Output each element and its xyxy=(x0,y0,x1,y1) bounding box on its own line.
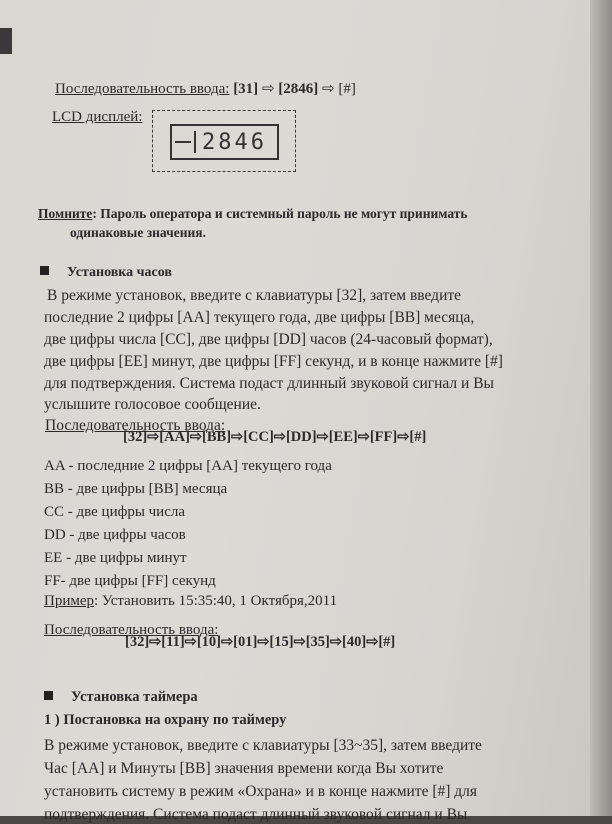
timer-para-line: установить систему в режим «Охрана» и в конце нажмите [#] для xyxy=(44,783,478,800)
bullet-square-icon xyxy=(40,266,49,275)
clock-heading xyxy=(40,264,172,282)
def-line: EE - две цифры минут xyxy=(44,550,187,566)
arrow-icon: ⇨ xyxy=(261,81,275,97)
seq-label: Последовательность ввода: xyxy=(55,81,230,97)
clock-title: Установка часов xyxy=(67,265,172,280)
note-label: Помните xyxy=(38,206,93,221)
clock-seq-line: [32]⇨[AA]⇨[BB]⇨[CC]⇨[DD]⇨[EE]⇨[FF]⇨[#] xyxy=(123,429,427,445)
def-line: BB - две цифры [BB] месяца xyxy=(44,481,228,497)
def-line: CC - две цифры числа xyxy=(44,504,186,520)
def-line: AA - последние 2 цифры [AA] текущего года xyxy=(44,458,332,474)
def-line: FF- две цифры [FF] секунд xyxy=(44,573,216,589)
seq-code-2846: [2846] xyxy=(278,81,319,97)
timer-title: Установка таймера xyxy=(71,689,198,705)
seq-code-hash: [#] xyxy=(338,81,356,97)
arrow-icon: ⇨ xyxy=(322,81,335,97)
timer-para-line: Час [AA] и Минуты [BB] значения времени когда Вы хотите xyxy=(44,760,444,777)
clock-seq-line-2: [32]⇨[11]⇨[10]⇨[01]⇨[15]⇨[35]⇨[40]⇨[#] xyxy=(125,634,396,650)
clock-para-line: В режиме установок, введите с клавиатуры [32], затем введите xyxy=(47,287,462,304)
clock-para-line: две цифры числа [CC], две цифры [DD] часов (24-часовый формат), xyxy=(44,331,493,348)
clock-seq-label-2: Последовательность ввода: xyxy=(44,622,219,638)
lcd-display xyxy=(170,124,279,160)
note-line-1 xyxy=(38,205,468,223)
timer-para-line: подтверждения. Система подаст длинный звуковой сигнал и Вы xyxy=(44,806,468,823)
clock-para-line: услышите голосовое сообщение. xyxy=(44,396,261,413)
seq-code-31: [31] xyxy=(233,81,259,97)
corner-mark xyxy=(0,28,12,54)
clock-seq-label: Последовательность ввода: xyxy=(45,417,226,434)
note-text-1: : Пароль оператора и системный пароль не могут принимать xyxy=(92,206,468,221)
clock-para-line: для подтверждения. Система подаст длинный звуковой сигнал и Вы xyxy=(44,375,494,392)
seq-line-header xyxy=(55,80,356,98)
bullet-square-icon xyxy=(44,691,53,700)
clock-para-line: две цифры [EE] минут, две цифры [FF] секунд, и в конце нажмите [#] xyxy=(44,353,503,370)
timer-para-line: В режиме установок, введите с клавиатуры [33~35], затем введите xyxy=(44,737,482,754)
lcd-digits: 2846 xyxy=(202,129,267,155)
example-text: : Установить 15:35:40, 1 Октября,2011 xyxy=(94,593,338,609)
timer-heading xyxy=(44,688,198,706)
timer-subtitle: 1 ) Постановка на охрану по таймеру xyxy=(44,712,287,728)
lcd-indicator xyxy=(172,131,196,153)
def-line: DD - две цифры часов xyxy=(44,527,186,543)
lcd-label: LCD дисплей: xyxy=(52,109,143,125)
example-label: Пример xyxy=(44,593,95,609)
note-text-2: одинаковые значения. xyxy=(70,225,206,240)
clock-para-line: последние 2 цифры [AA] текущего года, две цифры [BB] месяца, xyxy=(44,309,475,326)
page-shadow xyxy=(590,0,612,816)
example-line xyxy=(44,593,337,610)
